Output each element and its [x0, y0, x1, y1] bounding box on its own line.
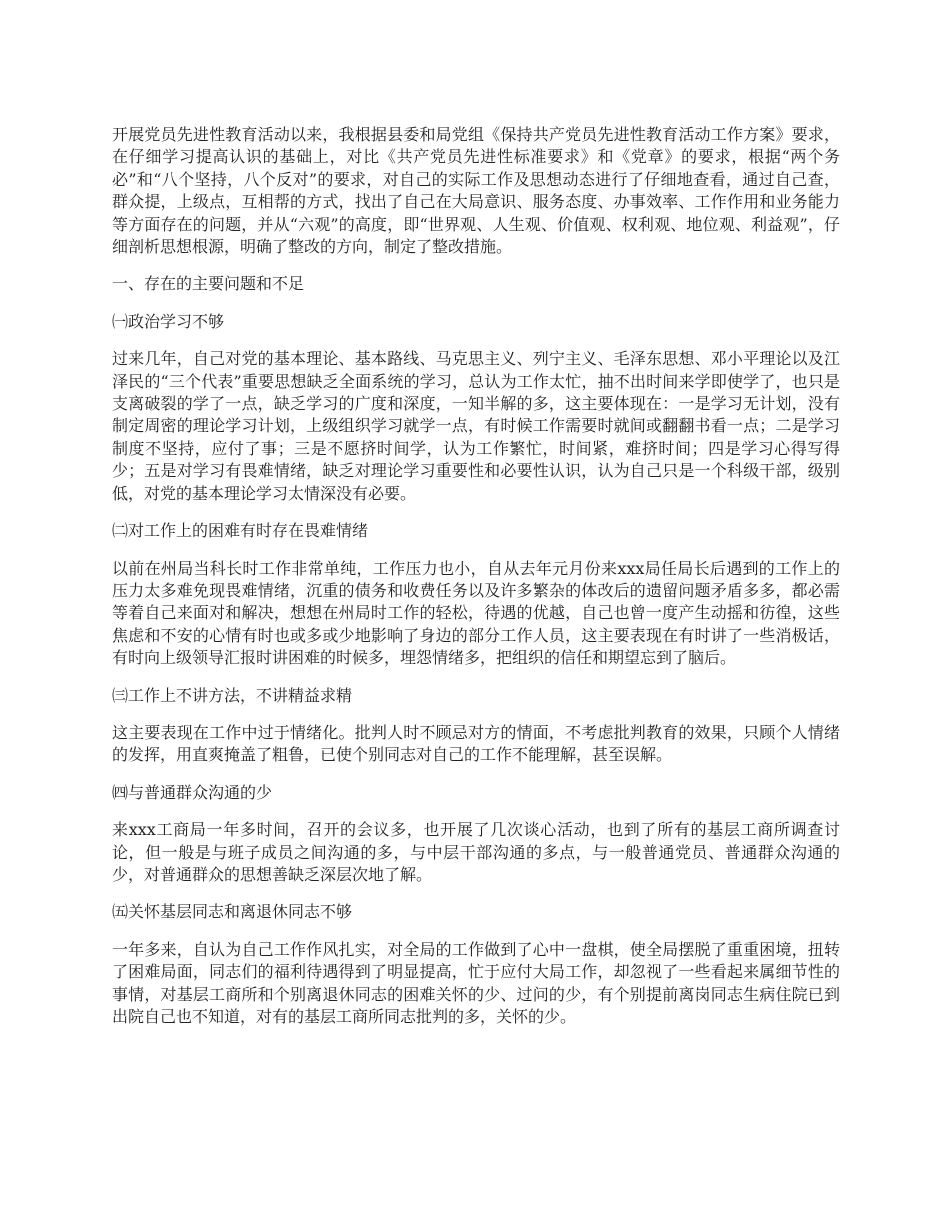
- paragraph-political-study: 过来几年，自己对党的基本理论、基本路线、马克思主义、列宁主义、毛泽东思想、邓小平理论以及江泽民的“三个代表”重要思想缺乏全面系统的学习，总认为工作太忙，抽不出时间来学即使学了，也只是支离破裂的学了一点，缺乏学习的广度和深度，一知半解的多，这主要体现在：一是学习无计划，没有制定周密的理论学习计划，上级组织学习就学一点，有时候工作需要时就间或翻翻书看一点；二是学习制度不坚持，应付了事；三是不愿挤时间学，认为工作繁忙，时间紧，难挤时间；四是学习心得写得少；五是对学习有畏难情绪，缺乏对理论学习重要性和必要性认识，认为自己只是一个科级干部，级别低，对党的基本理论学习太情深没有必要。: [112, 349, 840, 503]
- document-body: [112, 124, 840, 1043]
- subheading-political-study: ㈠政治学习不够: [112, 311, 225, 331]
- paragraph-care-for-staff: 一年多来，自认为自己工作作风扎实，对全局的工作做到了心中一盘棋，使全局摆脱了重重困境，扭转了困难局面，同志们的福利待遇得到了明显提高，忙于应付大局工作，却忽视了一些看起来属细节性的事情，对基层工商所和个别离退休同志的困难关怀的少、过问的少，有个别提前离岗同志生病住院已到出院自己也不知道，对有的基层工商所同志批判的多，关怀的少。: [112, 939, 840, 1026]
- section-heading-main-problems: 一、存在的主要问题和不足: [112, 274, 305, 294]
- paragraph-communication: 来xxx工商局一年多时间，召开的会议多，也开展了几次谈心活动，也到了所有的基层工商所调查讨论，但一般是与班子成员之间沟通的多，与中层干部沟通的多点，与一般普通党员、普通群众沟通的少，对普通群众的思想善缺乏深层次地了解。: [112, 820, 840, 884]
- subheading-work-methods: ㈢工作上不讲方法，不讲精益求精: [112, 685, 353, 705]
- paragraph-work-methods: 这主要表现在工作中过于情绪化。批判人时不顾忌对方的情面，不考虑批判教育的效果，只顾个人情绪的发挥，用直爽掩盖了粗鲁，已使个别同志对自己的工作不能理解，甚至误解。: [112, 722, 840, 765]
- subheading-care-for-staff: ㈤关怀基层同志和离退休同志不够: [112, 902, 353, 922]
- subheading-difficulty-fear: ㈡对工作上的困难有时存在畏难情绪: [112, 521, 369, 541]
- subheading-communication: ㈣与普通群众沟通的少: [112, 782, 273, 802]
- intro-paragraph: 开展党员先进性教育活动以来，我根据县委和局党组《保持共产党员先进性教育活动工作方案》要求，在仔细学习提高认识的基础上，对比《共产党员先进性标准要求》和《党章》的要求，根据“两个务必”和“八个坚持，八个反对”的要求，对自己的实际工作及思想动态进行了仔细地查看，通过自己查，群众提，上级点，互相帮的方式，找出了自己在大局意识、服务态度、办事效率、工作作用和业务能力等方面存在的问题，并从“六观”的高度，即“世界观、人生观、价值观、权利观、地位观、利益观”，仔细剖析思想根源，明确了整改的方向，制定了整改措施。: [112, 125, 840, 257]
- paragraph-difficulty-fear: 以前在州局当科长时工作非常单纯，工作压力也小，自从去年元月份来xxx局任局长后遇到的工作上的压力太多难免现畏难情绪，沉重的债务和收费任务以及许多繁杂的体改后的遗留问题矛盾多多，都必需等着自己来面对和解决，想想在州局时工作的轻松，待遇的优越，自己也曾一度产生动摇和彷徨，这些焦虑和不安的心情有时也或多或少地影响了身边的部分工作人员，这主要表现在有时讲了一些消极话，有时向上级领导汇报时讲困难的时候多，埋怨情绪多，把组织的信任和期望忘到了脑后。: [112, 558, 840, 668]
